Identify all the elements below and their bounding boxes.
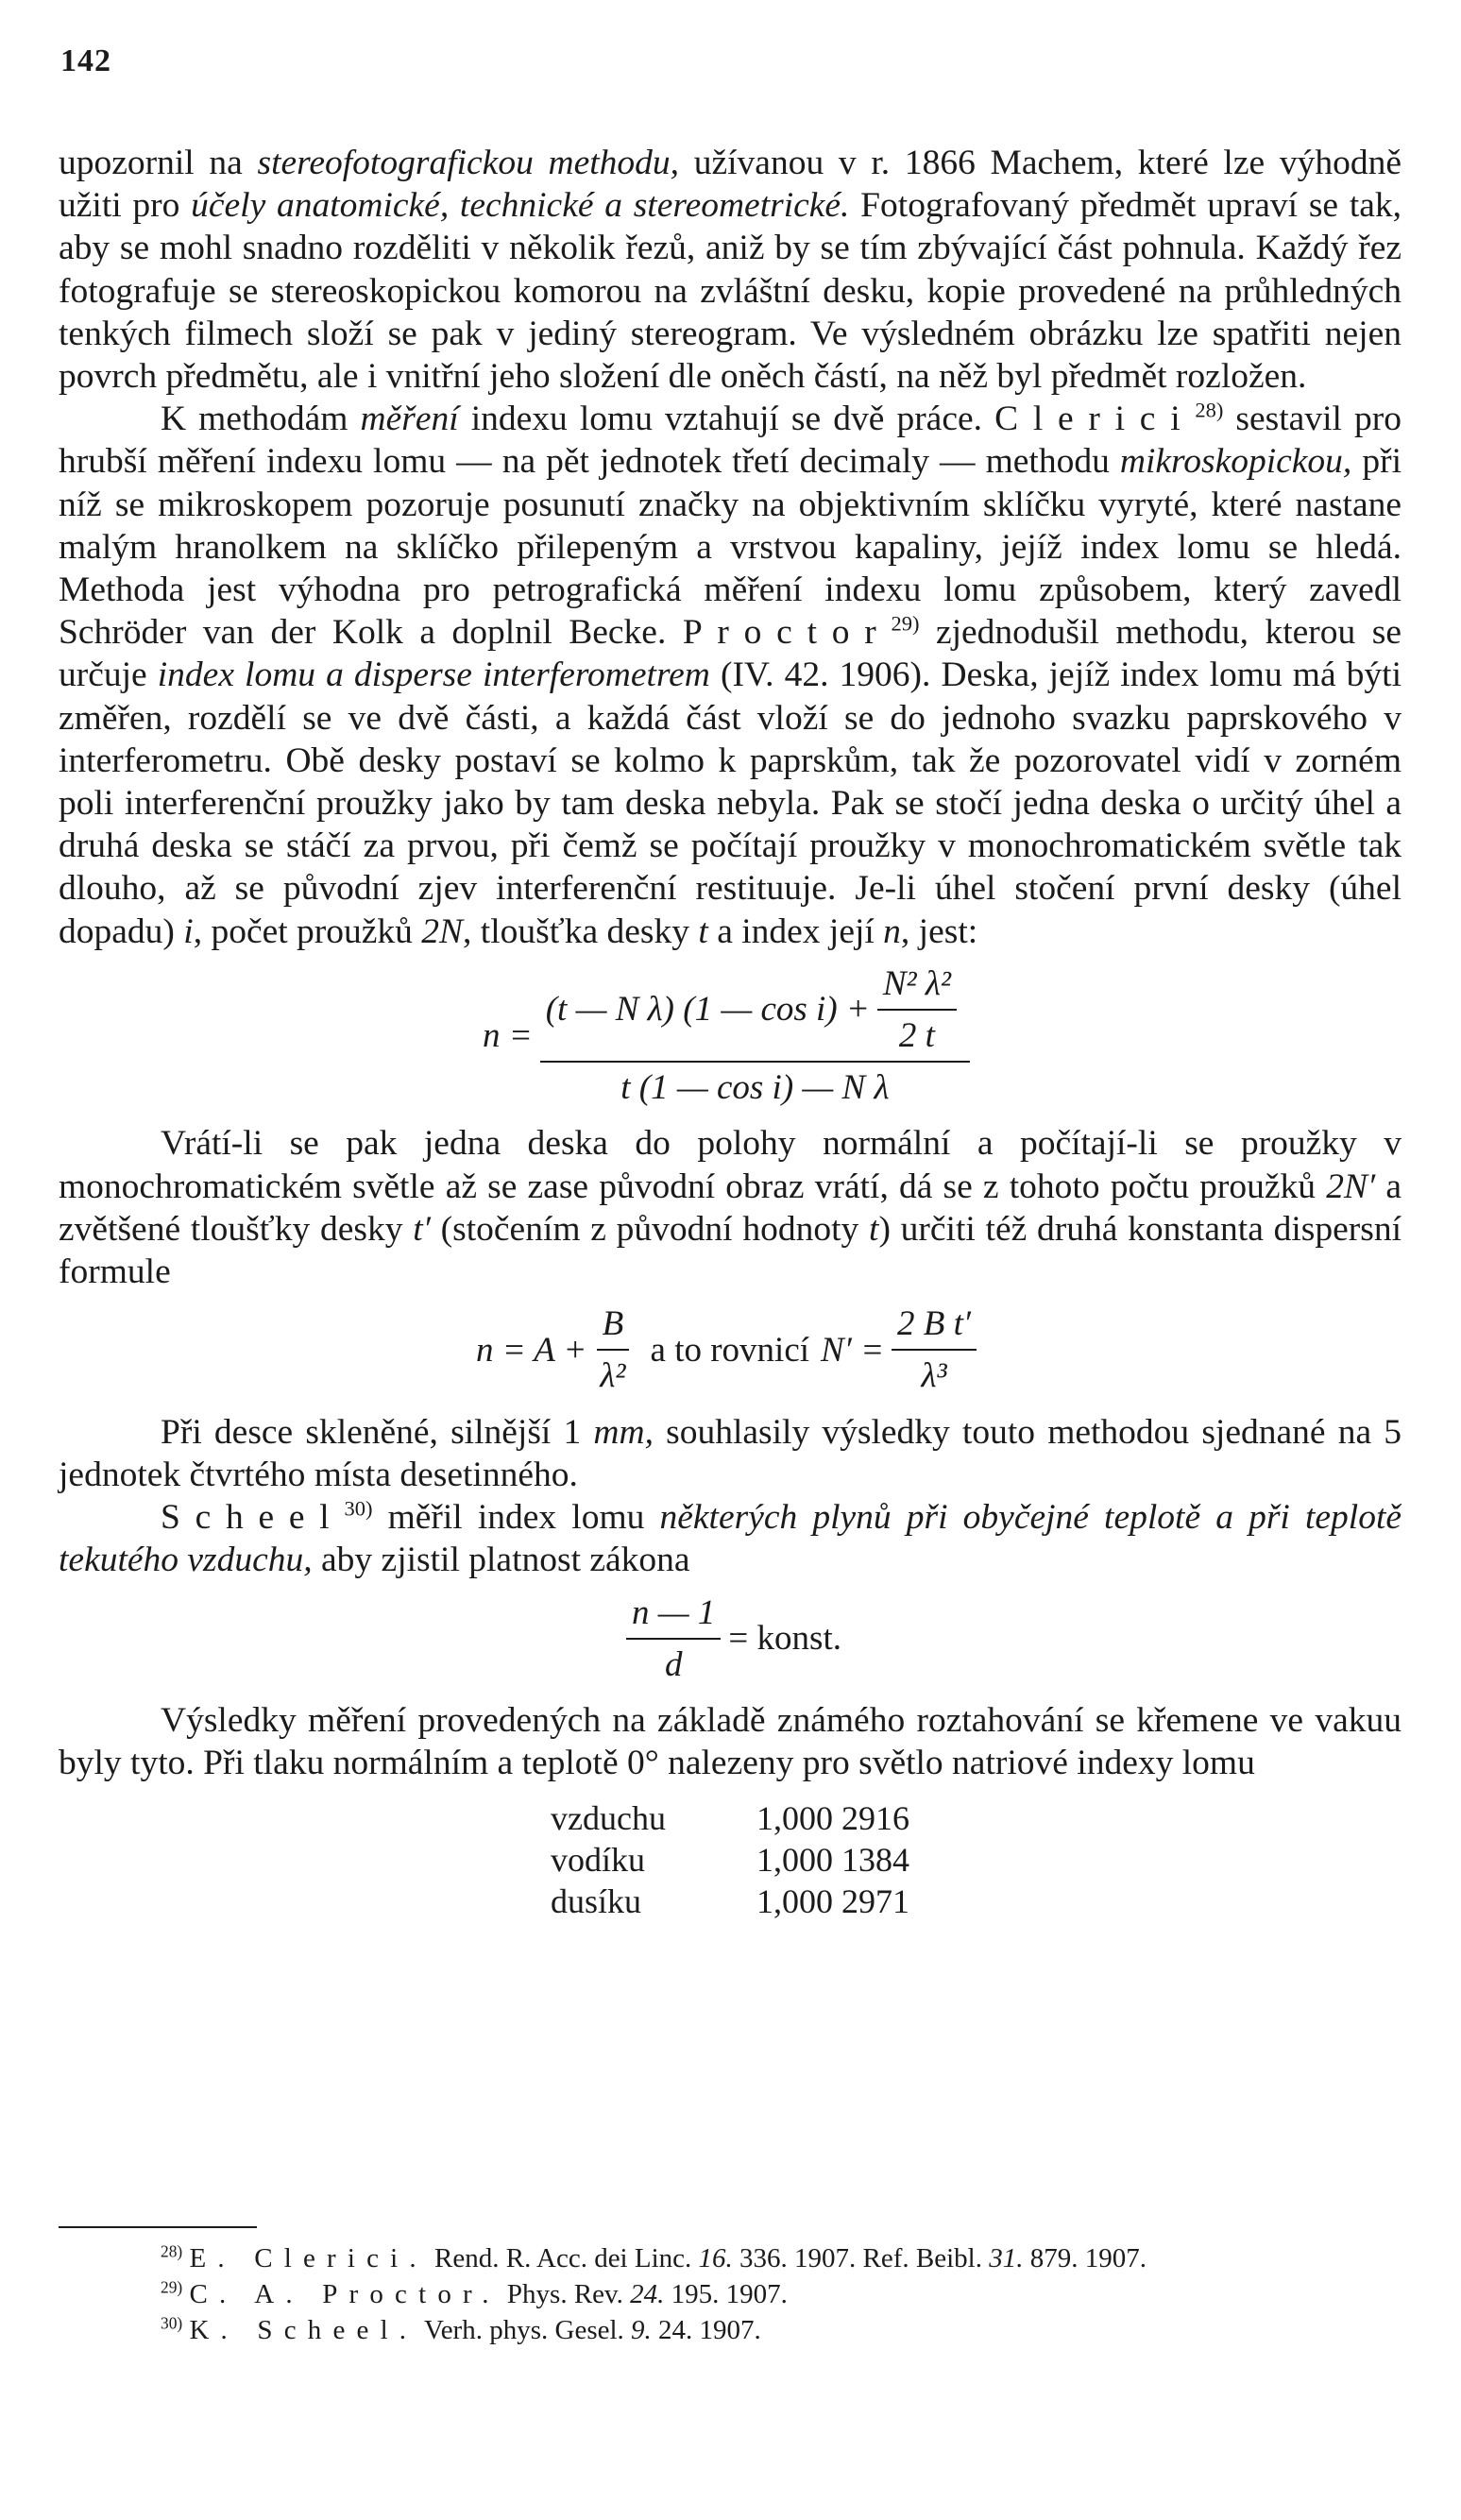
fraction-2bt xyxy=(892,1303,977,1397)
text-run: aby zjistil platnost zákona xyxy=(312,1541,690,1580)
footnote-28 xyxy=(59,2240,1402,2276)
paragraph-dispersion xyxy=(59,1122,1402,1293)
text-run: a zvětšené tloušťky desky xyxy=(59,1166,1402,1249)
footnote-author: E. Clerici. xyxy=(189,2243,428,2273)
italic-term: účely anatomické, technické a stereometrické. xyxy=(191,186,850,226)
text-run: Vrátí-li se pak jedna deska do polohy normální a počítají-li se proužky v monochromatickém světle až se zase původní obraz vrátí, dá se z tohoto počtu proužků xyxy=(59,1124,1402,1206)
footnote-text: 879. 1907. xyxy=(1023,2243,1147,2273)
paragraph-glass-plate xyxy=(59,1411,1402,1496)
italic-term: mm, xyxy=(593,1412,654,1452)
footnote-ref[interactable]: 28) xyxy=(1195,398,1224,422)
text-run: (stočením z původní hodnoty xyxy=(430,1209,870,1249)
page-number: 142 xyxy=(60,43,111,78)
footnote-volume: 9. xyxy=(631,2315,652,2345)
body-text xyxy=(59,142,1402,1928)
fraction-numerator: 2 B t′ xyxy=(892,1303,977,1351)
footnote-text: 24. 1907. xyxy=(651,2315,761,2345)
math-var: t xyxy=(869,1209,879,1249)
gas-name: dusíku xyxy=(551,1882,642,1921)
footnote-number: 28) xyxy=(161,2241,183,2261)
text-run: , tloušťka desky xyxy=(463,911,699,951)
math-var: 2N′ xyxy=(1326,1166,1376,1206)
footnote-ref[interactable]: 29) xyxy=(891,611,920,636)
text-run: a index její xyxy=(707,911,884,951)
table-row xyxy=(551,1797,909,1839)
gas-name: vodíku xyxy=(551,1841,646,1880)
text-run: (IV. 42. 1906). Deska, jejíž index lomu má býti změřen, rozdělí se ve dvě části, a každá část vloží se do jednoho svazku paprskového v interferometru. Obě desky postaví se kolmo k paprskům, tak že pozorovatel vidí v zorném poli interferenční proužky jako by tam deska nebyla. Pak se stočí jedna deska o určitý úhel a druhá deska se stáčí za prvou, při čemž se počítají proužky v monochromatickém světle tak dlouho, až se původní zjev interferenční restituuje. Je-li úhel stočení první desky (úhel dopadu) xyxy=(59,656,1402,951)
italic-term: index lomu a disperse interferometrem xyxy=(157,656,710,695)
footnote-author: C. A. Proctor. xyxy=(189,2279,501,2309)
index-value: 1,000 2916 xyxy=(756,1799,909,1838)
fraction-numerator: n — 1 xyxy=(626,1592,721,1640)
footnote-ref[interactable]: 30) xyxy=(344,1496,373,1521)
footnote-30 xyxy=(59,2312,1402,2348)
author-name-proctor: Proctor xyxy=(682,613,892,653)
text-run: , jest: xyxy=(900,911,978,951)
footnote-number: 29) xyxy=(161,2277,183,2297)
text-run: zjednodušil methodu, kterou se určuje xyxy=(59,613,1402,695)
italic-term: stereofotografickou methodu, xyxy=(257,144,680,182)
equation-lhs: n = A + xyxy=(475,1330,587,1370)
footnote-text: Verh. phys. Gesel. xyxy=(417,2315,632,2345)
italic-term: měření xyxy=(360,400,459,439)
math-var: n xyxy=(883,911,901,951)
footnotes xyxy=(59,2240,1402,2348)
footnote-text: 336. 1907. Ref. Beibl. xyxy=(732,2243,990,2273)
equation-lhs: n = xyxy=(483,1016,533,1056)
fraction-numerator xyxy=(540,962,970,1063)
numerator-text: (t — N λ) (1 — cos i) + xyxy=(545,990,870,1030)
italic-term: mikroskopickou, xyxy=(1119,442,1352,482)
gas-name: vzduchu xyxy=(551,1799,666,1838)
table-row xyxy=(551,1839,909,1881)
footnote-number: 30) xyxy=(161,2313,183,2333)
text-run: při níž se mikroskopem pozoruje posunutí značky na objektivním sklíčku vyryté, které nastane malým hranolkem na sklíčko přilepeným a vrstvou kapaliny, jejíž index lomu se hledá. Methoda jest výhodna pro petrografická měření indexu lomu způsobem, který zavedl Schröder van der Kolk a doplnil Becke. xyxy=(59,442,1402,653)
footnote-text: Phys. Rev. xyxy=(500,2279,631,2309)
math-var: 2N xyxy=(421,911,464,951)
index-table xyxy=(551,1797,909,1922)
text-run: souhlasily výsledky touto methodou sjednané na 5 jednotek čtvrtého místa desetinného. xyxy=(59,1412,1402,1494)
sub-denominator: 2 t xyxy=(898,1016,935,1056)
fraction-denominator: λ³ xyxy=(921,1356,947,1396)
paragraph-stereophotography xyxy=(59,142,1402,398)
paragraph-results xyxy=(59,1699,1402,1784)
index-value: 1,000 2971 xyxy=(756,1882,909,1921)
footnote-volume: 31. xyxy=(989,2243,1024,2273)
author-name-clerici: Clerici xyxy=(994,400,1196,439)
math-var: t′ xyxy=(413,1209,431,1249)
footnote-author: K. Scheel. xyxy=(189,2315,418,2345)
equation-gladstone-dale xyxy=(59,1592,1402,1686)
index-value: 1,000 1384 xyxy=(756,1841,909,1880)
text-run: ) určiti též druhá konstanta dispersní formule xyxy=(59,1209,1402,1292)
equation-var: N′ = xyxy=(821,1330,885,1370)
table-row xyxy=(551,1881,909,1922)
math-var: t xyxy=(698,911,708,951)
sub-numerator: N² λ² xyxy=(877,962,957,1011)
text-run: K methodám xyxy=(161,400,361,439)
fraction-denominator: d xyxy=(664,1644,683,1684)
fraction-numerator: B xyxy=(597,1303,630,1351)
text-run: užívanou v r. 1866 Machem, které lze výhodně užiti pro xyxy=(59,144,1402,226)
text-run: měřil index lomu xyxy=(372,1498,660,1538)
author-name-scheel: Scheel xyxy=(161,1498,345,1538)
fraction-denominator: λ² xyxy=(600,1356,626,1396)
sub-fraction xyxy=(877,962,957,1057)
text-run: upozornil na xyxy=(59,144,258,182)
footnote-29 xyxy=(59,2276,1402,2312)
equation-text: a to rovnicí xyxy=(650,1330,810,1370)
equation-dispersion-formula xyxy=(59,1303,1402,1397)
text-run: , počet proužků xyxy=(193,911,422,951)
paragraph-scheel xyxy=(59,1496,1402,1581)
fraction-n-minus-1 xyxy=(626,1592,721,1686)
main-fraction xyxy=(540,962,970,1110)
text-run: Při desce skleněné, silnější 1 xyxy=(161,1412,594,1452)
text-run: indexu lomu vztahují se dvě práce. xyxy=(458,400,995,439)
fraction-denominator: t (1 — cos i) — N λ xyxy=(620,1068,890,1108)
footnote-volume: 16. xyxy=(698,2243,733,2273)
text-run: Fotografovaný předmět upraví se tak, aby se mohl snadno rozděliti v několik řezů, aniž by se tím zbývající část pohnula. Každý řez fotografuje se stereoskopickou komorou na zvláštní desku, kopie provedené na průhledných tenkých filmech složí se pak v jediný stereogram. Ve výsledném obrázku lze spatřiti nejen povrch předmětu, ale i vnitřní jeho složení dle oněch částí, na něž byl předmět rozložen. xyxy=(59,186,1402,397)
paragraph-refraction-methods xyxy=(59,398,1402,953)
text-run: Výsledky měření provedených na základě známého roztahování se křemene ve vakuu byly tyto. Při tlaku normálním a teplotě 0° nalezeny pro světlo natriové indexy lomu xyxy=(59,1700,1402,1783)
footnote-divider xyxy=(59,2226,257,2228)
italic-term: některých plynů při obyčejné teplotě a při teplotě tekutého vzduchu, xyxy=(59,1498,1402,1580)
math-var: i xyxy=(183,911,194,951)
fraction-b-lambda xyxy=(594,1303,631,1397)
footnote-text: 195. 1907. xyxy=(664,2279,788,2309)
text-run: sestavil pro hrubší měření indexu lomu — na pět jednotek třetí decimaly — methodu xyxy=(59,400,1402,482)
equation-rhs: = konst. xyxy=(728,1619,841,1659)
footnote-text: Rend. R. Acc. dei Linc. xyxy=(427,2243,699,2273)
equation-refractive-index xyxy=(59,962,1402,1110)
footnote-volume: 24. xyxy=(630,2279,665,2309)
